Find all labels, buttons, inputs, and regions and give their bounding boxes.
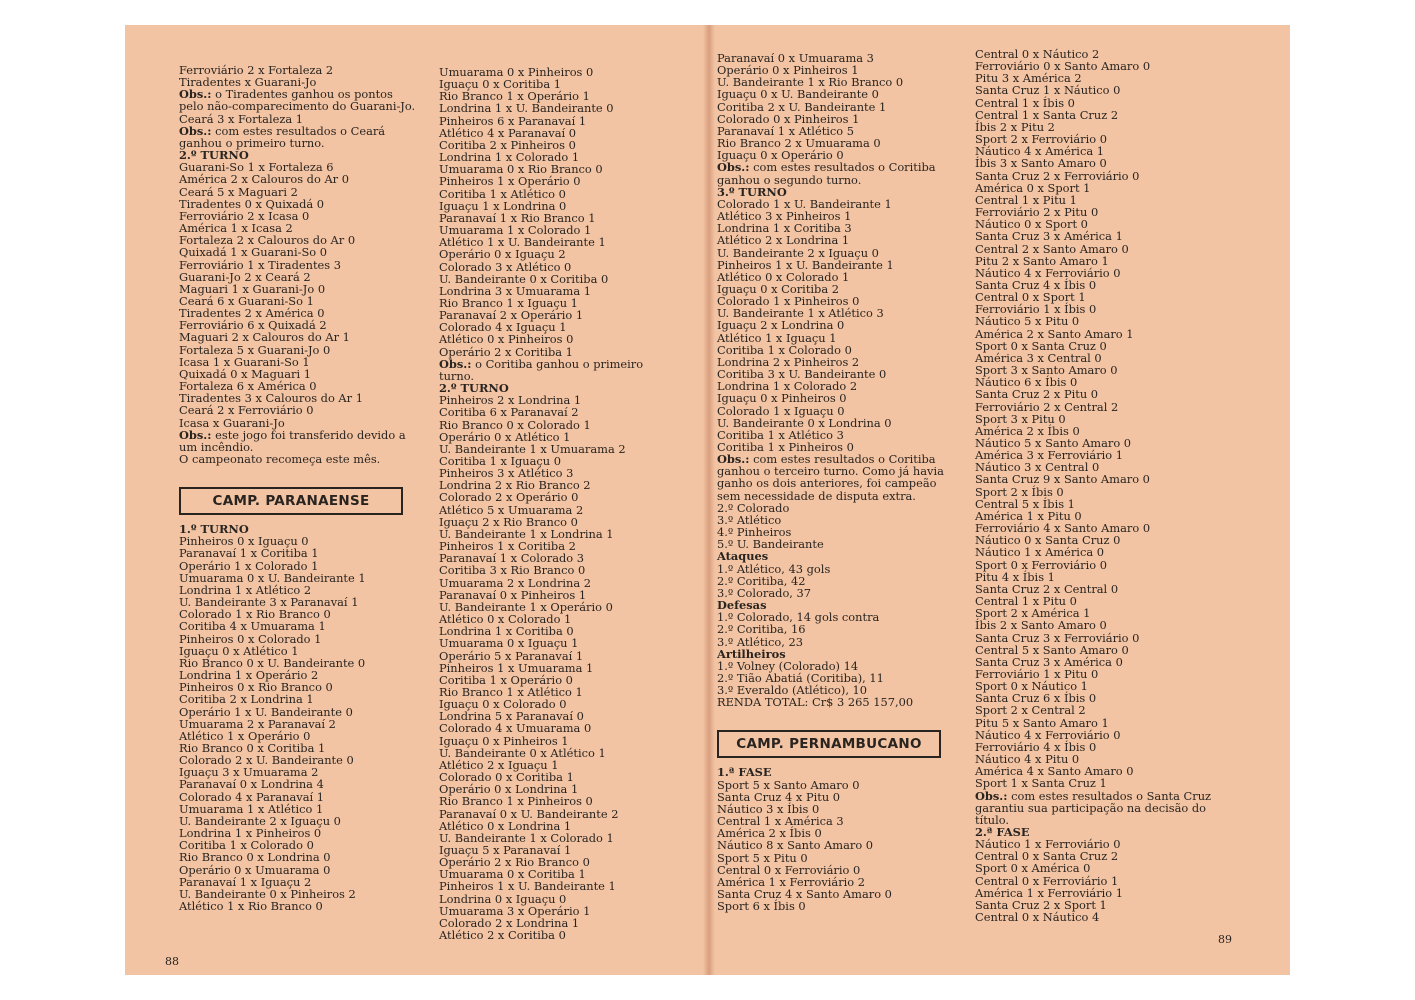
match-result: Central 0 x Sport 1 (975, 290, 1086, 305)
match-result: Náutico 8 x Santo Amaro 0 (717, 838, 874, 853)
match-result: Colorado 0 x Coritiba 1 (439, 770, 574, 785)
observation-note (179, 125, 419, 149)
match-result: Ceará 6 x Guarani-So 1 (179, 293, 314, 308)
match-result: Paranavaí 0 x U. Bandeirante 2 (439, 806, 619, 821)
match-result: Pitu 4 x Íbis 1 (975, 569, 1055, 584)
match-result: Colorado 1 x U. Bandeirante 1 (717, 196, 892, 211)
match-result: Operário 0 x Londrina 1 (439, 782, 579, 797)
match-result: Pitu 5 x Santo Amaro 1 (975, 715, 1109, 730)
match-result: América 1 x Ferroviário 1 (975, 885, 1124, 900)
section-heading: 3.º TURNO (717, 184, 787, 199)
match-result: Londrina 1 x Coritiba 0 (439, 624, 574, 639)
match-result: Ferroviário 1 x Tiradentes 3 (179, 257, 341, 272)
match-result: Paranavaí 2 x Operário 1 (439, 308, 584, 323)
observation-label: Obs.: (179, 87, 212, 102)
match-result: U. Bandeirante 2 x Iguaçu 0 (179, 813, 341, 828)
match-result: U. Bandeirante 0 x Pinheiros 2 (179, 886, 356, 901)
match-result: Central 1 x Pitu 0 (975, 594, 1077, 609)
match-result: Rio Branco 0 x U. Bandeirante 0 (179, 655, 366, 670)
match-result: Central 1 x Pitu 1 (975, 192, 1077, 207)
match-result: Náutico 0 x Santa Cruz 0 (975, 533, 1121, 548)
match-result: Sport 0 x Santa Cruz 0 (975, 338, 1107, 353)
match-result: Ferroviário 1 x Pitu 0 (975, 666, 1099, 681)
page-number-right: 89 (1218, 933, 1232, 946)
match-result: Iguaçu 5 x Paranavaí 1 (439, 843, 572, 857)
observation-note (439, 358, 679, 382)
match-result: Sport 2 x Central 2 (975, 703, 1086, 718)
match-result: Pinheiros 1 x Coritiba 2 (439, 539, 576, 554)
match-result: Londrina 0 x Iguaçu 0 (439, 891, 567, 906)
match-result: Iguaçu 0 x Coritiba 1 (439, 77, 561, 92)
match-result: Náutico 6 x Íbis 0 (975, 375, 1078, 390)
match-result: Colorado 2 x U. Bandeirante 0 (179, 753, 354, 768)
observation-note (975, 790, 1215, 826)
match-result: Central 5 x Santo Amaro 0 (975, 642, 1129, 657)
match-result: Santa Cruz 9 x Santo Amaro 0 (975, 472, 1150, 487)
championship-heading: CAMP. PERNAMBUCANO (717, 730, 941, 758)
observation-note (717, 161, 957, 185)
match-result: Ferroviário 2 x Fortaleza 2 (179, 63, 334, 77)
match-result: Colorado 1 x Rio Branco 0 (179, 607, 331, 622)
match-result: Paranavaí 1 x Rio Branco 1 (439, 210, 596, 225)
match-result: Londrina 1 x Atlético 2 (179, 582, 312, 597)
match-result: Umuarama 2 x Paranavaí 2 (179, 716, 336, 731)
column-3 (717, 52, 957, 912)
match-result: Iguaçu 0 x Pinheiros 0 (717, 391, 847, 406)
match-result: Santa Cruz 4 x Íbis 0 (975, 277, 1097, 292)
match-result: Pinheiros 3 x Atlético 3 (439, 466, 574, 481)
match-result: Santa Cruz 3 x América 0 (975, 654, 1123, 669)
column-4 (975, 48, 1215, 923)
match-result: Iguaçu 0 x Colorado 0 (439, 697, 567, 712)
match-result: Ceará 2 x Ferroviário 0 (179, 403, 314, 418)
match-result: Atlético 0 x Colorado 1 (717, 269, 850, 284)
match-result: Pinheiros 1 x Operário 0 (439, 174, 581, 189)
match-result: Atlético 0 x Londrina 1 (439, 818, 572, 833)
match-result: Central 0 x Ferroviário 0 (717, 862, 861, 877)
match-result: Londrina 1 x Colorado 1 (439, 150, 580, 165)
match-result: América 2 x Íbis 0 (717, 826, 822, 841)
match-result: Atlético 2 x Coritiba 0 (439, 928, 566, 943)
match-result: Fortaleza 6 x América 0 (179, 379, 317, 394)
match-result: Coritiba 1 x Atlético 0 (439, 186, 566, 201)
match-result: Central 1 x Íbis 0 (975, 95, 1075, 110)
match-result: Umuarama 0 x U. Bandeirante 1 (179, 570, 366, 585)
match-result: 3.º Everaldo (Atlético), 10 (717, 683, 868, 698)
match-result: Central 1 x Santa Cruz 2 (975, 107, 1119, 122)
match-result: Colorado 1 x Iguaçu 0 (717, 403, 845, 418)
match-result: Maguari 1 x Guarani-Jo 0 (179, 281, 326, 296)
match-result: Náutico 3 x Íbis 0 (717, 801, 820, 816)
observation-label: Obs.: (717, 160, 750, 175)
page-number-left: 88 (165, 955, 179, 968)
match-result: Náutico 4 x Pitu 0 (975, 752, 1080, 767)
match-result: Ferroviário 2 x Central 2 (975, 399, 1119, 414)
match-result: Tiradentes 0 x Quixadá 0 (179, 196, 325, 211)
match-result: América 4 x Santo Amaro 0 (975, 764, 1134, 779)
match-result: Ferroviário 0 x Santo Amaro 0 (975, 59, 1151, 74)
match-result: Umuarama 3 x Operário 1 (439, 903, 591, 918)
match-result: Londrina 1 x U. Bandeirante 0 (439, 101, 614, 116)
match-result: Ceará 3 x Fortaleza 1 (179, 111, 304, 126)
match-result: Central 0 x Santa Cruz 2 (975, 849, 1119, 864)
match-result: U. Bandeirante 3 x Paranavaí 1 (179, 595, 359, 610)
match-result: Sport 3 x Santo Amaro 0 (975, 363, 1118, 378)
match-result: Santa Cruz 6 x Íbis 0 (975, 691, 1097, 706)
match-result: Iguaçu 2 x Rio Branco 0 (439, 514, 578, 529)
match-result: Rio Branco 2 x Umuarama 0 (717, 136, 881, 151)
match-result: Icasa x Guarani-Jo (179, 415, 285, 430)
observation-label: Obs.: (179, 427, 212, 442)
match-result: Santa Cruz 3 x Ferroviário 0 (975, 630, 1140, 645)
match-result: Ferroviário 2 x Pitu 0 (975, 205, 1099, 220)
match-result: Sport 3 x Pitu 0 (975, 411, 1066, 426)
match-result: Sport 0 x América 0 (975, 861, 1091, 876)
match-result: U. Bandeirante 1 x Umuarama 2 (439, 441, 626, 456)
observation-label: Obs.: (717, 452, 750, 467)
match-result: América 2 x Calouros do Ar 0 (179, 172, 349, 187)
match-result: Náutico 1 x América 0 (975, 545, 1104, 560)
championship-heading: CAMP. PARANAENSE (179, 487, 403, 515)
match-result: Colorado 0 x Pinheiros 1 (717, 111, 860, 126)
match-result: Operário 1 x Colorado 1 (179, 558, 319, 573)
match-result: Rio Branco 1 x Iguaçu 1 (439, 295, 578, 310)
match-result: Paranavaí 0 x Pinheiros 1 (439, 587, 587, 602)
match-result: Coritiba 2 x Londrina 1 (179, 692, 314, 707)
match-result: Operário 1 x U. Bandeirante 0 (179, 704, 353, 719)
observation-text: o Coritiba ganhou o primeiro turno. (439, 356, 644, 383)
match-result: Atlético 2 x Londrina 1 (717, 233, 850, 248)
match-result: Íbis 2 x Pitu 2 (975, 119, 1055, 134)
match-result: Coritiba 1 x Pinheiros 0 (717, 440, 854, 454)
match-result: Santa Cruz 2 x Pitu 0 (975, 387, 1099, 402)
match-result: América 1 x Pitu 0 (975, 508, 1082, 523)
match-result: Coritiba 1 x Atlético 3 (717, 427, 844, 442)
match-result: Iguaçu 1 x Londrina 0 (439, 198, 567, 213)
match-result: 1.º Atlético, 43 gols (717, 561, 831, 576)
match-result: Atlético 1 x Operário 0 (179, 728, 311, 743)
match-result: Operário 0 x Iguaçu 2 (439, 247, 566, 262)
observation-text: com estes resultados o Ceará ganhou o primeiro turno. (179, 123, 386, 150)
section-heading: Ataques (717, 549, 769, 564)
match-result: Santa Cruz 2 x Ferroviário 0 (975, 168, 1140, 183)
match-result: América 1 x Icasa 2 (179, 221, 293, 236)
match-result: Umuarama 1 x Colorado 1 (439, 223, 592, 238)
match-result: Coritiba 1 x Operário 0 (439, 672, 573, 687)
match-result: Londrina 2 x Rio Branco 2 (439, 478, 591, 493)
match-result: Pinheiros 1 x U. Bandeirante 1 (717, 257, 894, 272)
match-result: Ferroviário 2 x Icasa 0 (179, 208, 310, 223)
match-result: Paranavaí 0 x Umuarama 3 (717, 51, 874, 65)
match-result: Londrina 1 x Coritiba 3 (717, 221, 852, 236)
match-result: Operário 2 x Rio Branco 0 (439, 855, 590, 870)
section-heading: Defesas (717, 598, 767, 613)
section-heading: 1.ª FASE (717, 765, 772, 780)
match-result: 3.º Atlético, 23 (717, 634, 804, 649)
match-result: Guarani-So 1 x Fortaleza 6 (179, 160, 334, 175)
match-result: Operário 0 x Atlético 1 (439, 429, 571, 444)
match-result: Sport 1 x Santa Cruz 1 (975, 776, 1107, 791)
match-result: América 2 x Santo Amaro 1 (975, 326, 1134, 341)
match-result: Iguaçu 0 x Atlético 1 (179, 643, 299, 658)
match-result: Coritiba 3 x Rio Branco 0 (439, 563, 586, 578)
match-result: América 3 x Ferroviário 1 (975, 448, 1124, 463)
match-result: Coritiba 1 x Iguaçu 0 (439, 454, 561, 468)
match-result: 1.º Colorado, 14 gols contra (717, 610, 880, 625)
match-result: Pinheiros 0 x Iguaçu 0 (179, 534, 309, 549)
match-result: Ferroviário 4 x Íbis 0 (975, 739, 1097, 754)
match-result: Rio Branco 1 x Pinheiros 0 (439, 794, 593, 809)
match-result: Tiradentes 3 x Calouros do Ar 1 (179, 391, 363, 406)
match-result: 3.º Colorado, 37 (717, 585, 812, 600)
match-result: Pinheiros 1 x Umuarama 1 (439, 660, 594, 675)
match-result: Atlético 1 x Rio Branco 0 (179, 899, 323, 913)
match-result: Maguari 2 x Calouros do Ar 1 (179, 330, 350, 345)
match-result: Londrina 3 x Umuarama 1 (439, 283, 592, 298)
match-result: U. Bandeirante 1 x Colorado 1 (439, 830, 614, 845)
match-result: Santa Cruz 3 x América 1 (975, 229, 1123, 244)
match-result: Iguaçu 3 x Umuarama 2 (179, 765, 319, 780)
match-result: Tiradentes x Guarani-Jo (179, 75, 317, 90)
match-result: Iguaçu 0 x Pinheiros 1 (439, 733, 569, 748)
match-result: Londrina 1 x Operário 2 (179, 668, 319, 683)
match-result: Náutico 4 x Ferroviário 0 (975, 265, 1121, 280)
match-result: Atlético 1 x U. Bandeirante 1 (439, 235, 606, 250)
match-result: Pitu 3 x América 2 (975, 71, 1082, 86)
match-result: Londrina 1 x Colorado 2 (717, 379, 858, 394)
section-heading: 2.ª FASE (975, 825, 1030, 839)
match-result: Londrina 1 x Pinheiros 0 (179, 826, 322, 841)
match-result: Umuarama 0 x Iguaçu 1 (439, 636, 579, 651)
section-heading: 1.º TURNO (179, 522, 249, 537)
match-result: Rio Branco 1 x Operário 1 (439, 89, 590, 104)
match-result: Colorado 1 x Pinheiros 0 (717, 294, 860, 309)
match-result: Operário 0 x Pinheiros 1 (717, 63, 859, 78)
match-result: Iguaçu 2 x Londrina 0 (717, 318, 845, 333)
match-result: Sport 2 x Íbis 0 (975, 484, 1064, 499)
match-result: Náutico 4 x Ferroviário 0 (975, 727, 1121, 742)
match-result: 4.º Pinheiros (717, 525, 792, 540)
match-result: Central 0 x Ferroviário 1 (975, 873, 1119, 888)
match-result: Náutico 5 x Pitu 0 (975, 314, 1080, 329)
observation-note (179, 429, 419, 453)
match-result: Paranavaí 1 x Coritiba 1 (179, 546, 319, 561)
column-2 (439, 66, 679, 941)
match-result: Sport 2 x Ferroviário 0 (975, 132, 1107, 147)
match-result: Central 1 x América 3 (717, 814, 844, 829)
match-result: Paranavaí 1 x Atlético 5 (717, 123, 855, 138)
match-result: O campeonato recomeça este mês. (179, 452, 381, 466)
match-result: U. Bandeirante 1 x Londrina 1 (439, 526, 614, 541)
match-result: Santa Cruz 1 x Náutico 0 (975, 83, 1121, 98)
book-gutter (703, 25, 715, 975)
match-result: Pinheiros 1 x U. Bandeirante 1 (439, 879, 616, 894)
match-result: Guarani-Jo 2 x Ceará 2 (179, 269, 311, 284)
match-result: 2.º Tião Abatiá (Coritiba), 11 (717, 670, 884, 685)
match-result: Sport 0 x Náutico 1 (975, 679, 1088, 694)
match-result: Santa Cruz 2 x Sport 1 (975, 897, 1107, 912)
match-result: Coritiba 3 x U. Bandeirante 0 (717, 367, 887, 382)
section-heading: 2.º TURNO (179, 148, 249, 163)
match-result: 5.º U. Bandeirante (717, 537, 824, 552)
match-result: Umuarama 0 x Coritiba 1 (439, 867, 586, 882)
section-heading: Artilheiros (717, 646, 786, 661)
match-result: U. Bandeirante 0 x Atlético 1 (439, 745, 606, 760)
observation-note (717, 453, 957, 502)
observation-label: Obs.: (975, 788, 1008, 803)
match-result: Londrina 2 x Pinheiros 2 (717, 354, 860, 369)
match-result: Atlético 0 x Colorado 1 (439, 612, 572, 627)
column-1 (179, 64, 419, 912)
match-result: Sport 5 x Pitu 0 (717, 850, 808, 865)
match-result: Ferroviário 6 x Quixadá 2 (179, 318, 327, 333)
match-result: Sport 6 x Íbis 0 (717, 899, 806, 914)
match-result: Coritiba 2 x Pinheiros 0 (439, 137, 576, 152)
match-result: U. Bandeirante 1 x Rio Branco 0 (717, 75, 904, 90)
match-result: Rio Branco 0 x Coritiba 1 (179, 740, 326, 755)
match-result: Colorado 2 x Operário 0 (439, 490, 579, 505)
match-result: RENDA TOTAL: Cr$ 3 265 157,00 (717, 695, 914, 710)
observation-note (179, 88, 419, 112)
match-result: Rio Branco 0 x Colorado 1 (439, 417, 591, 432)
match-result: Coritiba 6 x Paranavaí 2 (439, 405, 579, 420)
match-result: Colorado 2 x Londrina 1 (439, 915, 580, 930)
match-result: U. Bandeirante 2 x Iguaçu 0 (717, 245, 879, 260)
match-result: Atlético 1 x Iguaçu 1 (717, 330, 837, 345)
observation-label: Obs.: (179, 123, 212, 138)
match-result: Coritiba 2 x U. Bandeirante 1 (717, 99, 887, 114)
match-result: Rio Branco 1 x Atlético 1 (439, 684, 583, 699)
match-result: 1.º Volney (Colorado) 14 (717, 658, 859, 673)
match-result: Operário 0 x Umuarama 0 (179, 862, 331, 877)
match-result: Coritiba 1 x Colorado 0 (179, 838, 314, 853)
match-result: Santa Cruz 2 x Central 0 (975, 581, 1119, 596)
match-result: Central 5 x Íbis 1 (975, 496, 1075, 511)
match-result: U. Bandeirante 0 x Coritiba 0 (439, 271, 609, 286)
match-result: Paranavaí 1 x Colorado 3 (439, 551, 585, 566)
observation-text: com estes resultados o Coritiba ganhou o terceiro turno. Como já havia ganho os dois anteriores, foi campeão sem necessidade de disputa extra. (717, 452, 944, 503)
match-result: 3.º Atlético (717, 512, 782, 527)
match-result: Quixadá 0 x Maguari 1 (179, 366, 311, 381)
match-result: Pinheiros 2 x Londrina 1 (439, 393, 582, 408)
match-result: Fortaleza 5 x Guarani-Jo 0 (179, 342, 331, 357)
match-result: Náutico 3 x Central 0 (975, 460, 1100, 475)
match-result: Tiradentes 2 x América 0 (179, 306, 325, 321)
match-result: Náutico 1 x Ferroviário 0 (975, 837, 1121, 852)
section-spacer (179, 465, 419, 483)
match-result: U. Bandeirante 1 x Operário 0 (439, 599, 613, 614)
match-result: Fortaleza 2 x Calouros do Ar 0 (179, 233, 356, 248)
match-result: Pinheiros 0 x Colorado 1 (179, 631, 322, 646)
match-result: Colorado 4 x Umuarama 0 (439, 721, 592, 736)
match-result: Icasa 1 x Guarani-So 1 (179, 354, 310, 369)
match-result: Ferroviário 1 x Íbis 0 (975, 302, 1097, 317)
match-result: 2.º Coritiba, 42 (717, 573, 806, 588)
match-result: Pinheiros 6 x Paranavaí 1 (439, 113, 587, 128)
match-result: Ferroviário 4 x Santo Amaro 0 (975, 521, 1151, 536)
match-result: Sport 0 x Ferroviário 0 (975, 557, 1107, 572)
match-result: Paranavaí 1 x Iguaçu 2 (179, 874, 312, 889)
book-spread (125, 25, 1290, 975)
match-result: Náutico 4 x América 1 (975, 144, 1104, 159)
match-result: América 3 x Central 0 (975, 350, 1102, 365)
match-result: Náutico 0 x Sport 0 (975, 217, 1088, 232)
match-result: Umuarama 0 x Rio Branco 0 (439, 162, 603, 177)
match-result: Rio Branco 0 x Londrina 0 (179, 850, 331, 865)
match-result: Atlético 0 x Pinheiros 0 (439, 332, 574, 347)
match-result: Íbis 2 x Santo Amaro 0 (975, 618, 1107, 633)
match-result: 2.º Coritiba, 16 (717, 622, 806, 637)
observation-text: com estes resultados o Santa Cruz garantiu sua participação na decisão do título. (975, 788, 1212, 827)
match-result: Central 0 x Náutico 2 (975, 47, 1100, 61)
match-result: Pinheiros 0 x Rio Branco 0 (179, 680, 333, 695)
match-result: América 2 x Íbis 0 (975, 423, 1080, 438)
match-result: Central 2 x Santo Amaro 0 (975, 241, 1129, 256)
section-heading: 2.º TURNO (439, 381, 509, 396)
match-result: Operário 2 x Coritiba 1 (439, 344, 573, 359)
match-result: Sport 2 x América 1 (975, 606, 1091, 621)
match-result: Coritiba 1 x Colorado 0 (717, 342, 852, 357)
match-result: Atlético 5 x Umuarama 2 (439, 502, 584, 517)
match-result: Pitu 2 x Santo Amaro 1 (975, 253, 1109, 268)
match-result: Paranavaí 0 x Londrina 4 (179, 777, 324, 792)
match-result: 2.º Colorado (717, 500, 790, 515)
match-result: Sport 5 x Santo Amaro 0 (717, 777, 860, 792)
match-result: Náutico 5 x Santo Amaro 0 (975, 436, 1132, 450)
match-result: Íbis 3 x Santo Amaro 0 (975, 156, 1107, 171)
match-result: Atlético 2 x Iguaçu 1 (439, 757, 559, 772)
match-result: Atlético 4 x Paranavaí 0 (439, 125, 577, 140)
match-result: Santa Cruz 4 x Santo Amaro 0 (717, 887, 892, 901)
match-result: Iguaçu 0 x U. Bandeirante 0 (717, 87, 879, 102)
match-result: Umuarama 0 x Pinheiros 0 (439, 65, 594, 79)
match-result: Iguaçu 0 x Operário 0 (717, 148, 844, 163)
match-result: América 1 x Ferroviário 2 (717, 874, 866, 889)
match-result: Umuarama 1 x Atlético 1 (179, 801, 324, 816)
match-result: U. Bandeirante 0 x Londrina 0 (717, 415, 892, 430)
match-result: Londrina 5 x Paranavaí 0 (439, 709, 584, 724)
observation-text: este jogo foi transferido devido a um incêndio. (179, 427, 406, 454)
match-result: Colorado 4 x Paranavaí 1 (179, 789, 325, 804)
match-result: Umuarama 2 x Londrina 2 (439, 575, 592, 590)
match-result: Iguaçu 0 x Coritiba 2 (717, 281, 839, 296)
match-result: Operário 5 x Paranavaí 1 (439, 648, 584, 663)
match-result: U. Bandeirante 1 x Atlético 3 (717, 306, 884, 321)
section-spacer (717, 708, 957, 726)
match-result: Ceará 5 x Maguari 2 (179, 184, 298, 199)
observation-text: com estes resultados o Coritiba ganhou o segundo turno. (717, 160, 936, 187)
observation-text: o Tiradentes ganhou os pontos pelo não-comparecimento do Guarani-Jo. (179, 87, 416, 114)
match-result: América 0 x Sport 1 (975, 180, 1091, 195)
match-result: Santa Cruz 4 x Pitu 0 (717, 789, 841, 804)
match-result: Coritiba 4 x Umuarama 1 (179, 619, 326, 634)
observation-label: Obs.: (439, 356, 472, 371)
match-result: Atlético 3 x Pinheiros 1 (717, 209, 852, 224)
match-result: Quixadá 1 x Guarani-So 0 (179, 245, 327, 260)
match-result: Central 0 x Náutico 4 (975, 910, 1100, 925)
match-result: Colorado 3 x Atlético 0 (439, 259, 572, 274)
match-result: Colorado 4 x Iguaçu 1 (439, 320, 567, 335)
